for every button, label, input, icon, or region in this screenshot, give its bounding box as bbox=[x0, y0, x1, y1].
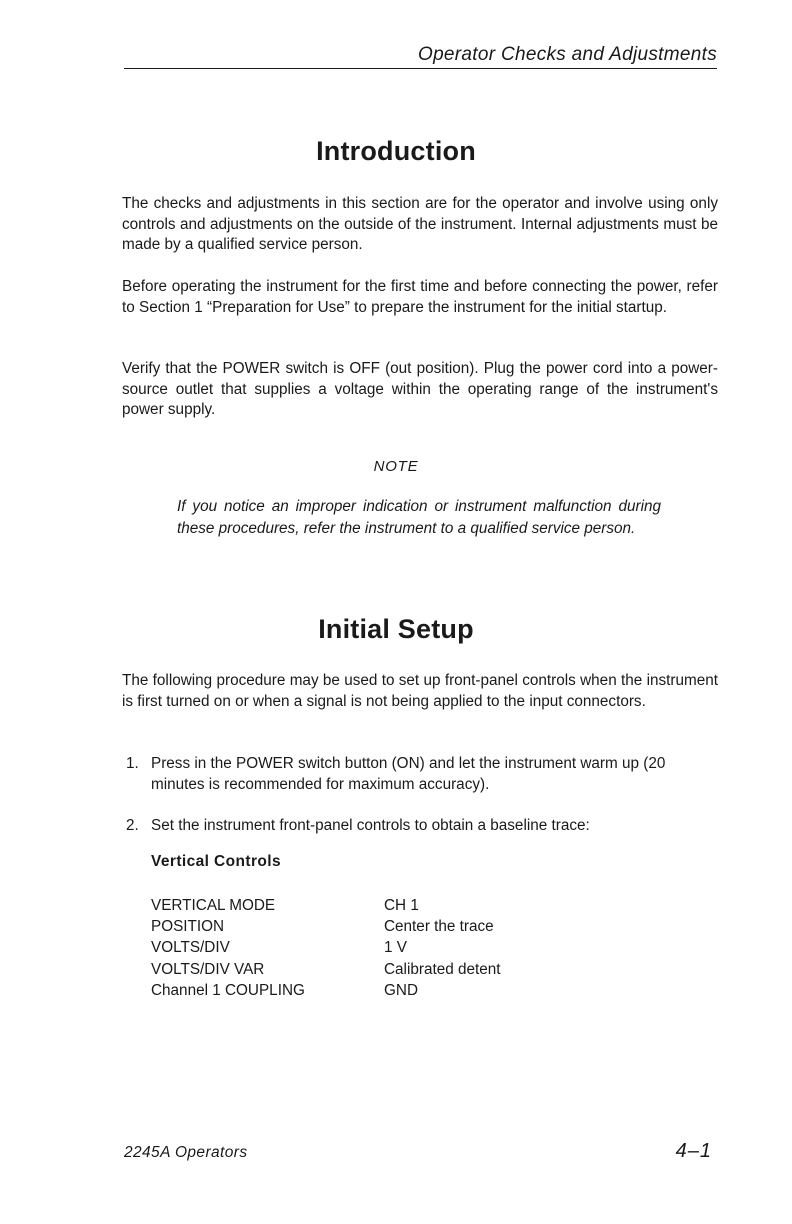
control-value: GND bbox=[384, 981, 418, 999]
control-row bbox=[151, 937, 571, 958]
control-name: VERTICAL MODE bbox=[151, 897, 276, 914]
control-value: Center the trace bbox=[384, 918, 494, 936]
control-name: VOLTS/DIV VAR bbox=[151, 960, 265, 978]
control-row bbox=[151, 980, 571, 1001]
control-name: Channel 1 COUPLING bbox=[151, 981, 305, 999]
control-value: Calibrated detent bbox=[384, 960, 501, 978]
control-row bbox=[151, 916, 571, 937]
control-name: POSITION bbox=[151, 918, 225, 936]
setup-paragraph: The following procedure may be used to set up front-panel controls when the instrument is first turned on or when a signal is not being applied to the input connectors. bbox=[122, 672, 718, 710]
header-rule bbox=[124, 68, 717, 69]
control-value: 1 V bbox=[384, 939, 407, 957]
note-label: NOTE bbox=[373, 458, 419, 475]
intro-paragraph: Before operating the instrument for the first time and before connecting the power, refer to Section 1 “Preparation for Use” to prepare the instrument for the initial startup. bbox=[122, 278, 718, 316]
initial-setup-heading: Initial Setup bbox=[318, 614, 474, 644]
step-number: 2. bbox=[126, 817, 139, 834]
step-text: Press in the POWER switch button (ON) and let the instrument warm up (20 minutes is recommended for maximum accuracy). bbox=[151, 755, 666, 793]
note-text: If you notice an improper indication or instrument malfunction during these procedures, refer the instrument to a qualified service person. bbox=[177, 498, 661, 537]
control-row bbox=[151, 895, 571, 916]
control-row bbox=[151, 959, 571, 980]
introduction-heading: Introduction bbox=[316, 136, 476, 166]
intro-paragraph: The checks and adjustments in this section are for the operator and involve using only controls and adjustments on the outside of the instrument. Internal adjustments must be made by a qualified service person. bbox=[122, 195, 718, 253]
intro-paragraph: Verify that the POWER switch is OFF (out position). Plug the power cord into a power-source outlet that supplies a voltage within the operating range of the instrument's power supply. bbox=[122, 360, 718, 418]
step-text: Set the instrument front-panel controls to obtain a baseline trace: bbox=[151, 817, 590, 834]
footer-page-number: 4–1 bbox=[675, 1140, 712, 1162]
control-value: CH 1 bbox=[384, 897, 419, 914]
step-number: 1. bbox=[126, 755, 139, 772]
footer-manual-name: 2245A Operators bbox=[124, 1144, 248, 1161]
vertical-controls-heading: Vertical Controls bbox=[151, 853, 281, 870]
control-name: VOLTS/DIV bbox=[151, 939, 230, 957]
vertical-controls-table bbox=[151, 895, 571, 1001]
page-header-title: Operator Checks and Adjustments bbox=[417, 44, 717, 65]
